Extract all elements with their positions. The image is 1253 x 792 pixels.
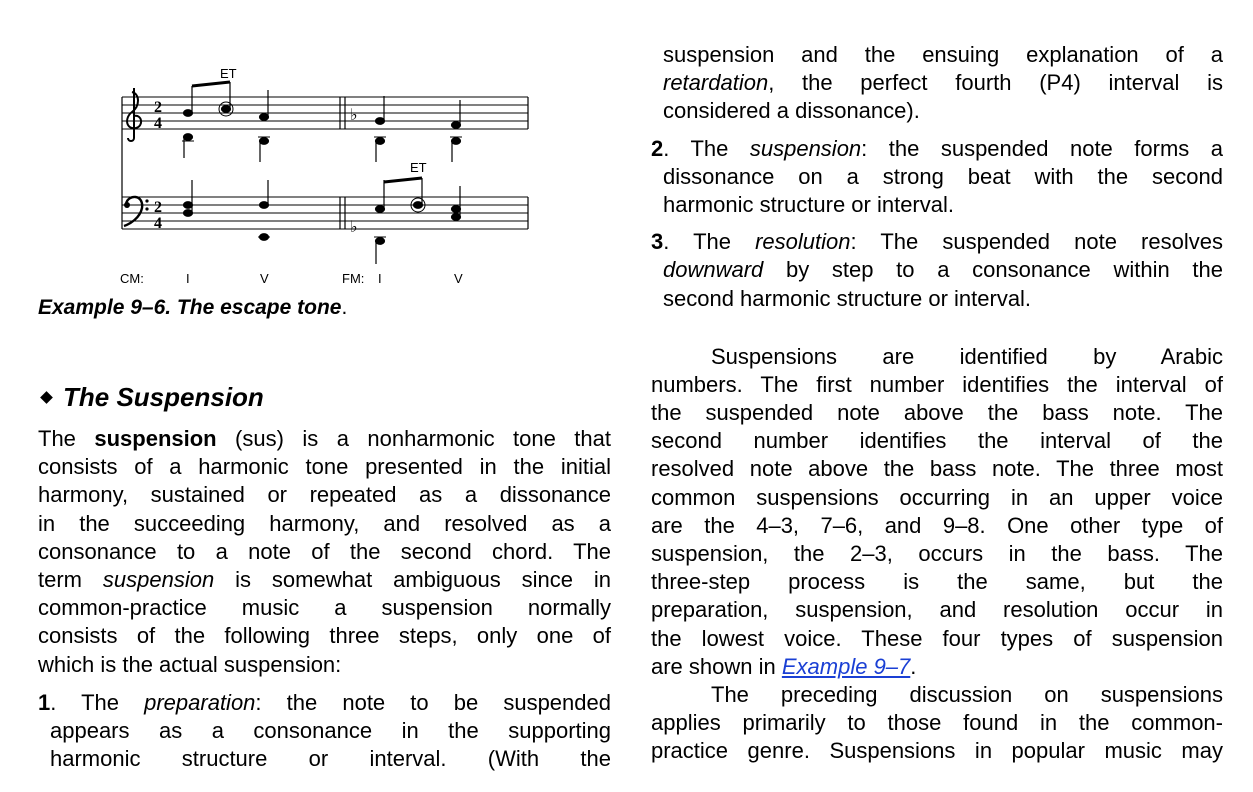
paragraph-suspension-numbers: Suspensions are identified by Arabic numbers. The first number identifies the interval of the suspended note above the bass note. The second number identifies the interval of the resolved note above the bass note. The three most common suspensions occurring in an upper voice are the 4–3, 7–6, and 9–8. One other type of suspension, the 2–3, occurs in the bass. The three-step process is the same, but the preparation, suspension, and resolution occur in the lowest voice. These four types of suspension are shown in Example 9–7. [651, 343, 1223, 679]
time-signatures [154, 99, 162, 232]
et-label-2: ET [410, 160, 427, 175]
bass-clef-icon [124, 197, 149, 226]
et-label-1: ET [220, 66, 237, 81]
chord-2: V [260, 271, 269, 286]
paragraph-suspension-definition: The suspension (sus) is a nonharmonic tone that consists of a harmonic tone presented in the initial harmony, sustained or repeated as a dissonance in the succeeding harmony, and resolved as a consonance to a note of the second chord. The term suspension is somewhat ambiguous since in common-practice music a suspension normally consists of the following three steps, only one of which is the actual suspension: [38, 426, 611, 677]
right-column [651, 41, 1223, 766]
key-label-fm: FM: [342, 271, 365, 286]
flat-icons [350, 105, 358, 236]
example-caption: Example 9–6. The escape tone. [38, 296, 348, 319]
diamond-bullet-icon [40, 391, 53, 404]
key-label-cm: CM: [120, 271, 144, 286]
chord-3: I [378, 271, 382, 286]
bass-notes-m1 [183, 180, 270, 240]
svg-text:♭: ♭ [350, 217, 358, 236]
barlines [122, 97, 528, 229]
list-item-preparation-continued: suspension and the ensuing explanation of a retardation, the perfect fourth (P4) interval is considered a dissonance). [663, 42, 1223, 124]
svg-text:4: 4 [154, 215, 162, 232]
paragraph-preceding-discussion: The preceding discussion on suspensions applies primarily to those found in the common- practice genre. Suspensions in popular music may [651, 681, 1223, 764]
list-item-preparation: 1. The preparation: the note to be suspended appears as a consonance in the supporting harmonic structure or interval. (With the [38, 689, 611, 772]
left-column [38, 425, 611, 773]
svg-text:♭: ♭ [350, 105, 358, 124]
treble-notes-m1 [182, 82, 270, 162]
svg-text:4: 4 [154, 115, 162, 132]
chord-4: V [454, 271, 463, 286]
treble-clef-icon [127, 88, 141, 141]
svg-text:2: 2 [154, 199, 162, 216]
svg-text:2: 2 [154, 99, 162, 116]
list-item-suspension: 2. The suspension: the suspended note forms a dissonance on a strong beat with the second harmonic structure or interval. [651, 135, 1223, 217]
chord-1: I [186, 271, 190, 286]
example-9-7-link[interactable]: Example 9–7 [781, 653, 911, 679]
music-example-escape-tone [110, 60, 540, 290]
section-heading: The Suspension [38, 381, 264, 413]
list-item-resolution: 3. The resolution: The suspended note resolves downward by step to a consonance within the second harmonic structure or interval. [651, 229, 1223, 311]
staff-lines [122, 97, 528, 229]
